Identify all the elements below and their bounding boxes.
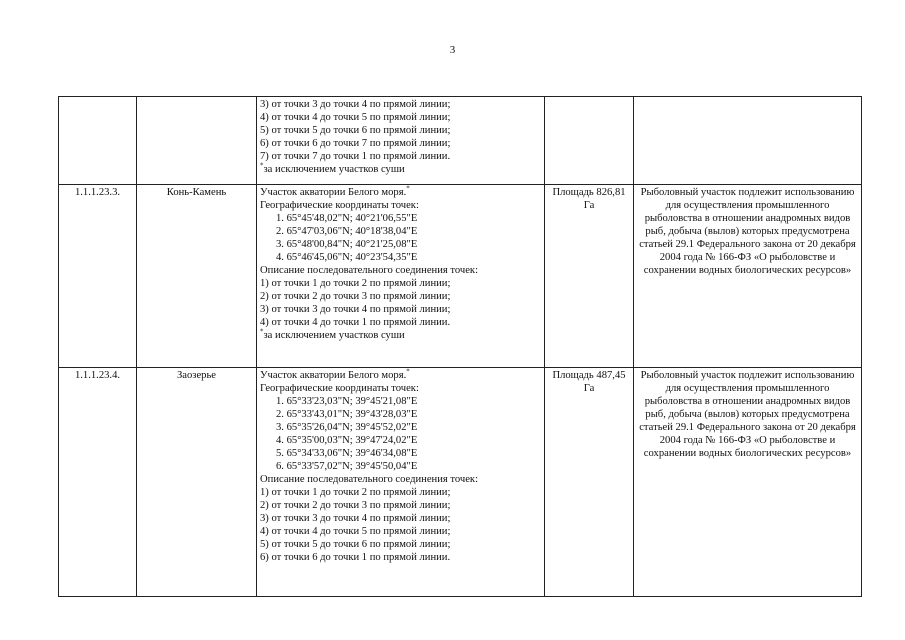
footnote-mark: * <box>260 327 264 336</box>
footnote-mark: * <box>406 367 410 376</box>
area-description <box>257 185 545 368</box>
step-line: 1) от точки 1 до точки 2 по прямой линии; <box>260 487 451 498</box>
table-row <box>59 97 862 185</box>
description-title: Участок акватории Белого моря.* <box>260 184 410 198</box>
connection-heading: Описание последовательного соединения точек: <box>260 265 479 276</box>
footnote-mark: * <box>406 184 410 193</box>
coordinate-line: 1. 65°45'48,02"N; 40°21'06,55"E <box>276 213 418 224</box>
coordinate-line: 4. 65°46'45,06"N; 40°23'54,35"E <box>276 252 418 263</box>
area-size: Площадь 826,81 Га <box>545 185 634 368</box>
step-line: 4) от точки 4 до точки 5 по прямой линии; <box>260 112 451 123</box>
step-line: 5) от точки 5 до точки 6 по прямой линии; <box>260 125 451 136</box>
row-number <box>59 97 137 185</box>
description-title: Участок акватории Белого моря.* <box>260 367 410 381</box>
table-row <box>59 368 862 597</box>
coordinate-line: 3. 65°35'26,04"N; 39°45'52,02"E <box>276 422 418 433</box>
coordinate-line: 6. 65°33'57,02"N; 39°45'50,04"E <box>276 461 418 472</box>
area-name: Заозерье <box>137 368 257 597</box>
step-line: 2) от точки 2 до точки 3 по прямой линии; <box>260 291 451 302</box>
page-number: 3 <box>449 44 456 56</box>
coords-heading: Географические координаты точек: <box>260 200 419 211</box>
step-line: 6) от точки 6 до точки 1 по прямой линии. <box>260 552 451 563</box>
area-size <box>545 97 634 185</box>
area-description <box>257 368 545 597</box>
area-purpose <box>634 97 862 185</box>
area-size: Площадь 487,45 Га <box>545 368 634 597</box>
table-row <box>59 185 862 368</box>
step-line: 3) от точки 3 до точки 4 по прямой линии; <box>260 513 451 524</box>
step-line: 4) от точки 4 до точки 1 по прямой линии. <box>260 317 451 328</box>
area-purpose: Рыболовный участок подлежит использованию для осуществления промышленного рыболовства в отношении анадромных видов рыб, добыча (вылов) которых предусмотрена статьей 29.1 Федерального закона от 20 декабря 2004 года № 166-ФЗ «О рыболовстве и сохранении водных биологических ресурсов» <box>634 185 862 368</box>
step-line: 4) от точки 4 до точки 5 по прямой линии; <box>260 526 451 537</box>
footnote-mark: * <box>260 161 264 170</box>
step-line: 3) от точки 3 до точки 4 по прямой линии; <box>260 304 451 315</box>
step-line: 7) от точки 7 до точки 1 по прямой линии. <box>260 151 451 162</box>
step-line: 1) от точки 1 до точки 2 по прямой линии; <box>260 278 451 289</box>
step-line: 2) от точки 2 до точки 3 по прямой линии; <box>260 500 451 511</box>
area-name <box>137 97 257 185</box>
coordinate-line: 2. 65°47'03,06"N; 40°18'38,04"E <box>276 226 418 237</box>
row-number: 1.1.1.23.3. <box>59 185 137 368</box>
footnote-text: за исключением участков суши <box>263 164 405 175</box>
area-description <box>257 97 545 185</box>
footnote-line <box>260 329 541 342</box>
coordinate-line: 5. 65°34'33,06"N; 39°46'34,08"E <box>276 448 418 459</box>
step-line: 3) от точки 3 до точки 4 по прямой линии; <box>260 99 451 110</box>
coordinate-line: 2. 65°33'43,01"N; 39°43'28,03"E <box>276 409 418 420</box>
footnote-line <box>260 163 541 176</box>
coordinate-line: 4. 65°35'00,03"N; 39°47'24,02"E <box>276 435 418 446</box>
step-line: 6) от точки 6 до точки 7 по прямой линии; <box>260 138 451 149</box>
coords-heading: Географические координаты точек: <box>260 383 419 394</box>
coordinate-line: 1. 65°33'23,03"N; 39°45'21,08"E <box>276 396 418 407</box>
footnote-text: за исключением участков суши <box>263 330 405 341</box>
row-number: 1.1.1.23.4. <box>59 368 137 597</box>
area-purpose: Рыболовный участок подлежит использованию для осуществления промышленного рыболовства в отношении анадромных видов рыб, добыча (вылов) которых предусмотрена статьей 29.1 Федерального закона от 20 декабря 2004 года № 166-ФЗ «О рыболовстве и сохранении водных биологических ресурсов» <box>634 368 862 597</box>
coordinate-line: 3. 65°48'00,84"N; 40°21'25,08"E <box>276 239 418 250</box>
step-line: 5) от точки 5 до точки 6 по прямой линии; <box>260 539 451 550</box>
connection-heading: Описание последовательного соединения точек: <box>260 474 479 485</box>
area-name: Конь-Камень <box>137 185 257 368</box>
fishing-areas-table <box>58 96 862 597</box>
